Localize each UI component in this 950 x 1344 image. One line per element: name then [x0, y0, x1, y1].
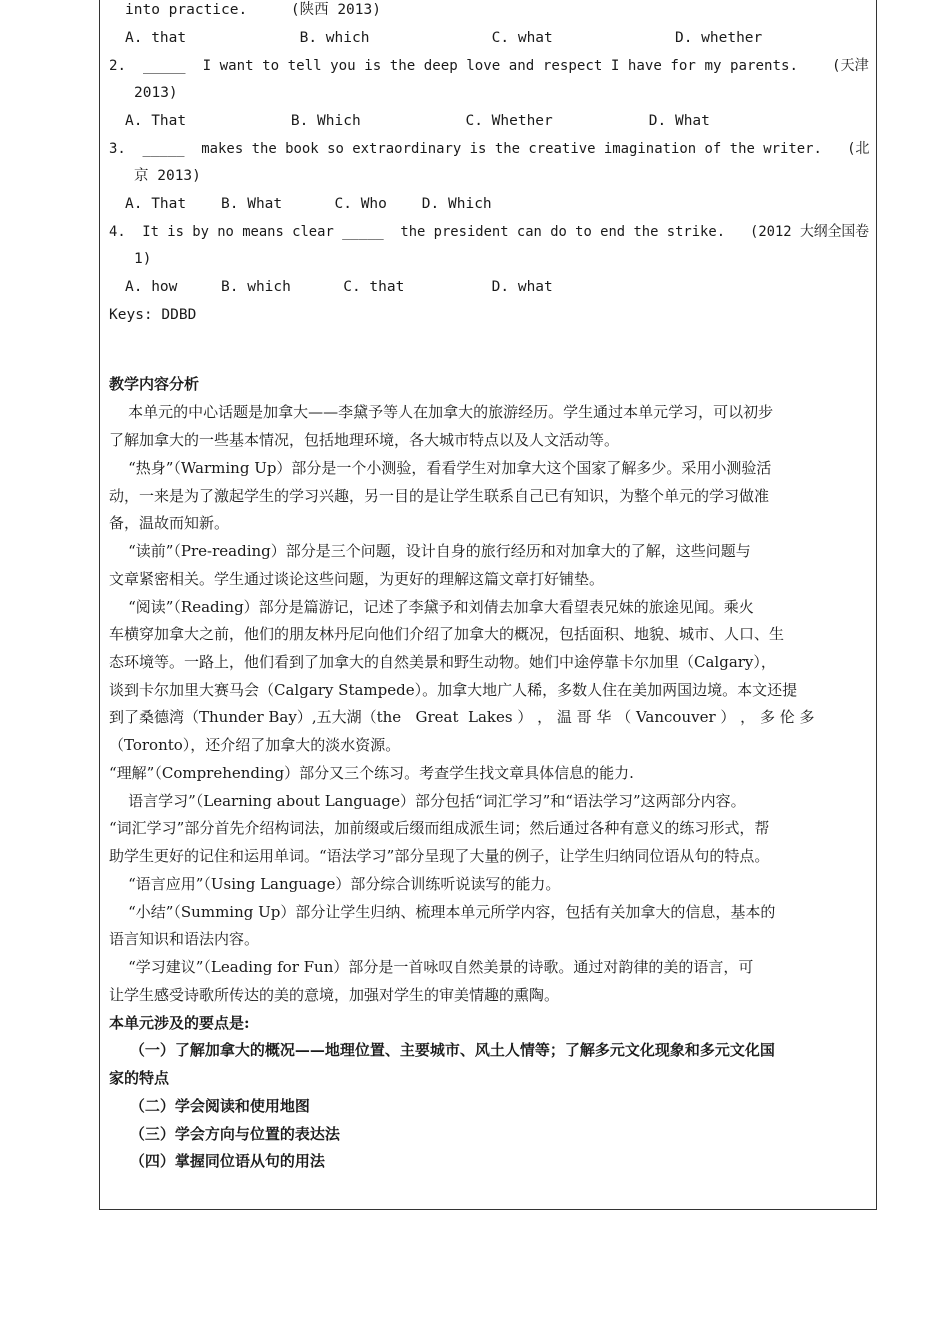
reading-para-5: 到了桑德湾（Thunder Bay）,五大湖（the Great Lakes ） ， 温 哥 华 （ Vancouver ） ， 多 伦 多 [109, 708, 815, 726]
q3-options: A. That B. What C. Who D. Which [125, 196, 492, 212]
summing-up-para-cont: 语言知识和语法内容。 [109, 930, 260, 948]
pre-reading-para: “读前”（Pre-reading）部分是三个问题，设计自身的旅行经历和对加拿大的了解，这些问题与 [109, 542, 751, 560]
answer-keys: Keys: DDBD [109, 307, 197, 323]
q4-options: A. how B. which C. that D. what [125, 279, 553, 295]
language-para: 语言学习”（Learning about Language）部分包括“词汇学习”和“语法学习”这两部分内容。 [109, 792, 746, 810]
analysis-p1: 本单元的中心话题是加拿大——李黛予等人在加拿大的旅游经历。学生通过本单元学习，可以初步 [109, 403, 774, 421]
key-point-3: （三）学会方向与位置的表达法 [109, 1125, 340, 1143]
q3-stem: 3. _____ makes the book so extraordinary is the creative imagination of the writer. (北 [109, 141, 870, 157]
summing-up-para: “小结”（Summing Up）部分让学生归纳、梳理本单元所学内容，包括有关加拿大的信息，基本的 [109, 903, 776, 921]
key-point-2: （二）学会阅读和使用地图 [109, 1097, 310, 1115]
q1-options: A. that B. which C. what D. whether [125, 30, 763, 46]
analysis-heading: 教学内容分析 [109, 375, 200, 393]
key-point-1-cont: 家的特点 [109, 1069, 170, 1087]
q2-stem: 2. _____ I want to tell you is the deep love and respect I have for my parents. (天津 [109, 58, 869, 74]
q4-stem: 4. It is by no means clear _____ the president can do to end the strike. (2012 大纲全国卷 [109, 224, 870, 240]
q1-tail: into practice. (陕西 2013) [125, 2, 381, 18]
pre-reading-para-cont: 文章紧密相关。学生通过谈论这些问题，为更好的理解这篇文章打好铺垫。 [109, 570, 605, 588]
warming-up-para-end: 备，温故而知新。 [109, 514, 230, 532]
q2-stem-cont: 2013) [134, 85, 178, 101]
learning-tip-para-cont: 让学生感受诗歌所传达的美的意境，加强对学生的审美情趣的熏陶。 [109, 986, 560, 1004]
key-point-4: （四）掌握同位语从句的用法 [109, 1152, 325, 1170]
warming-up-para-cont: 动，一来是为了激起学生的学习兴趣，另一目的是让学生联系自己已有知识，为整个单元的学习做准 [109, 487, 770, 505]
reading-para-4: 谈到卡尔加里大赛马会（Calgary Stampede）。加拿大地广人稀，多数人住在美加两国边境。本文还提 [109, 681, 798, 699]
reading-para-6: （Toronto），还介绍了加拿大的淡水资源。 [109, 736, 401, 754]
learning-tip-para: “学习建议”（Leading for Fun）部分是一首咏叹自然美景的诗歌。通过对韵律的美的语言，可 [109, 958, 754, 976]
key-point-1: （一）了解加拿大的概况——地理位置、主要城市、风土人情等；了解多元文化现象和多元文化国 [109, 1041, 775, 1059]
warming-up-para: “热身”（Warming Up）部分是一个小测验，看看学生对加拿大这个国家了解多少。采用小测验活 [109, 459, 772, 477]
language-para-2: “词汇学习”部分首先介绍构词法，加前缀或后缀而组成派生词；然后通过各种有意义的练习形式，帮 [109, 819, 770, 837]
q2-options: A. That B. Which C. Whether D. What [125, 113, 710, 129]
using-language-para: “语言应用”（Using Language）部分综合训练听说读写的能力。 [109, 875, 561, 893]
reading-para-2: 车横穿加拿大之前，他们的朋友林丹尼向他们介绍了加拿大的概况，包括面积、地貌、城市、人口、生 [109, 625, 785, 643]
q4-stem-cont: 1) [134, 251, 152, 267]
comprehending-para: “理解”（Comprehending）部分又三个练习。考查学生找文章具体信息的能力. [109, 764, 634, 782]
analysis-p1-cont: 了解加拿大的一些基本情况，包括地理环境，各大城市特点以及人文活动等。 [109, 431, 620, 449]
q3-stem-cont: 京 2013) [134, 168, 201, 184]
reading-para: “阅读”（Reading）部分是篇游记，记述了李黛予和刘倩去加拿大看望表兄妹的旅途见闻。乘火 [109, 598, 754, 616]
key-points-heading: 本单元涉及的要点是: [109, 1014, 250, 1032]
language-para-3: 助学生更好的记住和运用单词。“语法学习”部分呈现了大量的例子，让学生归纳同位语从句的特点。 [109, 847, 770, 865]
reading-para-3: 态环境等。一路上，他们看到了加拿大的自然美景和野生动物。她们中途停靠卡尔加里（Calgary）， [109, 653, 776, 671]
